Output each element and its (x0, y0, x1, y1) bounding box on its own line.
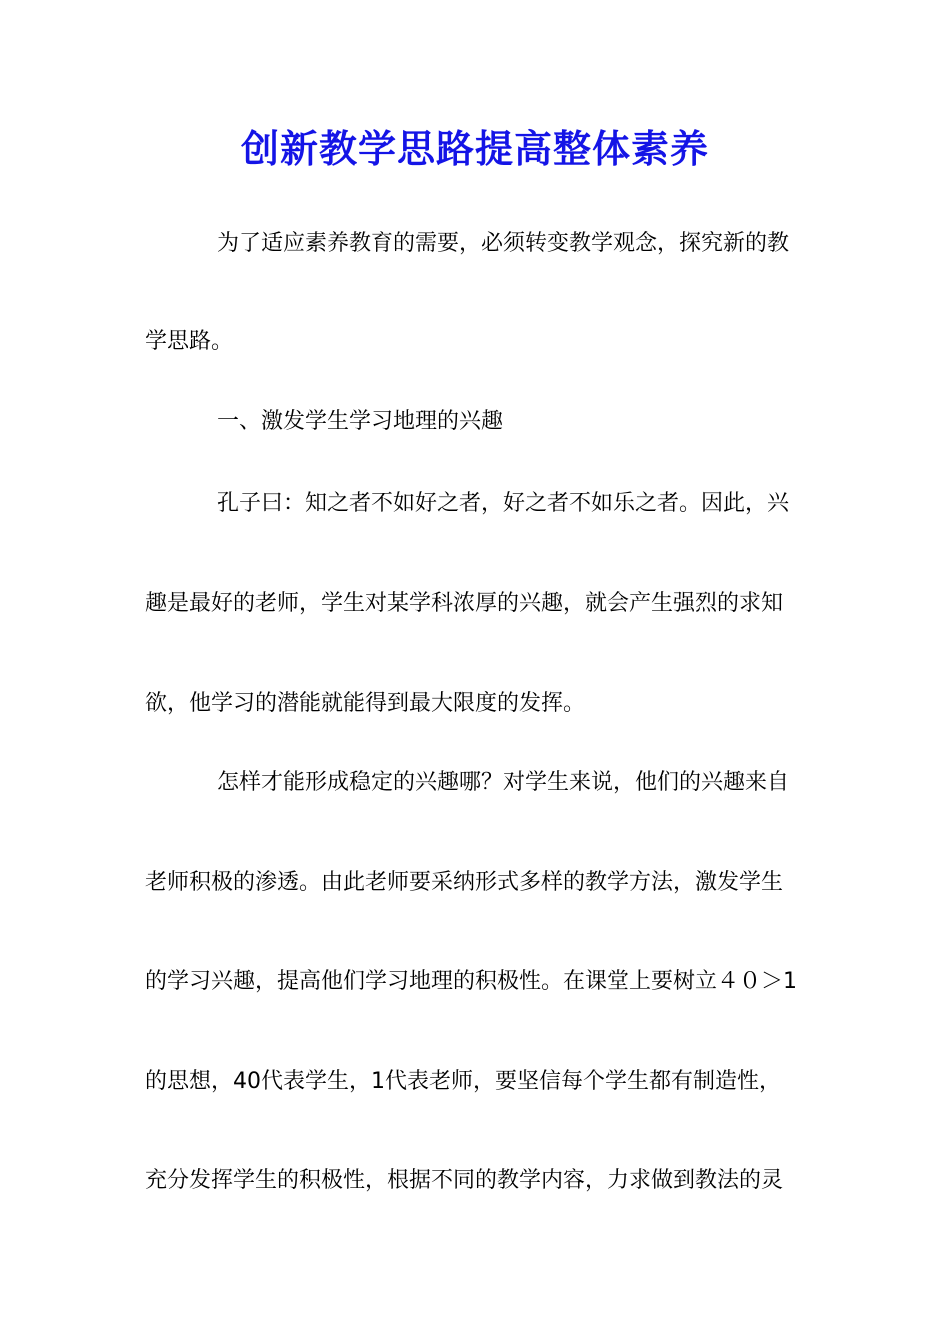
paragraph-line: 欲，他学习的潜能就能得到最大限度的发挥。 (145, 691, 586, 716)
paragraph-line: 老师积极的渗透。由此老师要采纳形式多样的教学方法，激发学生 (145, 870, 784, 895)
paragraph-line: 的学习兴趣，提高他们学习地理的积极性。在课堂上要树立４０＞1 (145, 969, 797, 994)
paragraph-line: 充分发挥学生的积极性，根据不同的教学内容，力求做到教法的灵 (145, 1168, 784, 1193)
paragraph-line: 怎样才能形成稳定的兴趣哪？对学生来说，他们的兴趣来自 (217, 770, 790, 795)
paragraph-line: 趣是最好的老师，学生对某学科浓厚的兴趣，就会产生强烈的求知 (145, 591, 784, 616)
paragraph-line: 孔子曰：知之者不如好之者，好之者不如乐之者。因此，兴 (217, 491, 790, 516)
section-heading: 一、激发学生学习地理的兴趣 (217, 409, 504, 434)
paragraph-line: 学思路。 (145, 329, 234, 354)
paragraph-line: 的思想，40代表学生，1代表老师，要坚信每个学生都有制造性， (145, 1069, 781, 1094)
document-title: 创新教学思路提高整体素养 (240, 126, 709, 171)
paragraph-line: 为了适应素养教育的需要，必须转变教学观念，探究新的教 (217, 231, 790, 256)
